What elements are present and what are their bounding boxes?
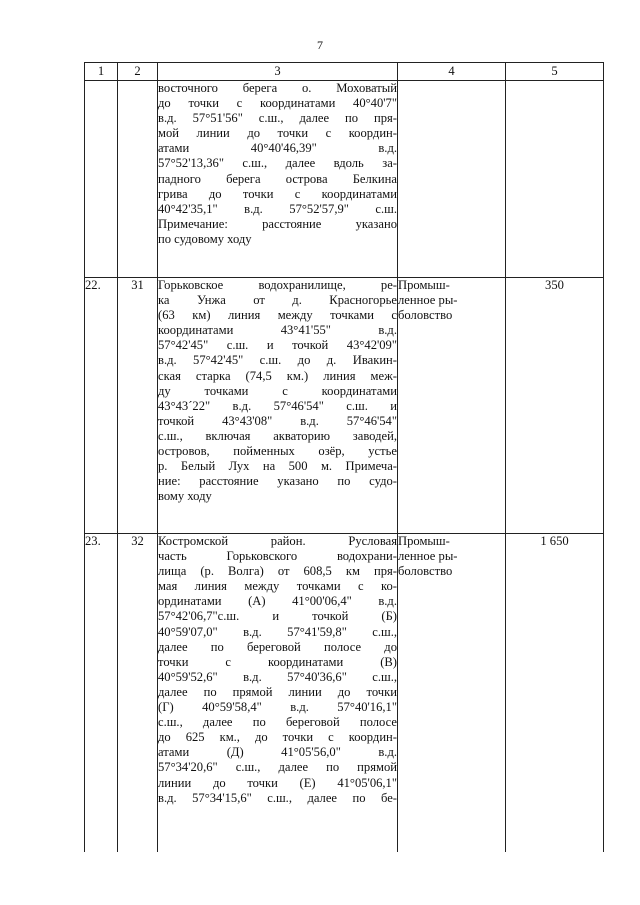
description-line: в.д. 57°42'45" с.ш. до д. Ивакин-: [158, 353, 397, 368]
description-line: лища (р. Волга) от 608,5 км пря-: [158, 564, 397, 579]
use-line: Промыш-: [398, 278, 450, 292]
cell-value: 1 650: [506, 534, 604, 853]
description-line: падного берега острова Белкина: [158, 171, 397, 186]
description-line: атами (Д) 41°05'56,0" в.д.: [158, 745, 397, 760]
header-col-1: 1: [85, 63, 118, 81]
description-line: до точки с координатами 40°40'7": [158, 96, 397, 111]
use-line: ленное ры-: [398, 293, 458, 308]
description-line: островов, пойменных озёр, устье: [158, 444, 397, 459]
header-col-3: 3: [158, 63, 398, 81]
cell-use: [398, 278, 506, 534]
description-line: Костромской район. Русловая: [158, 534, 397, 548]
cell-row-number: 22.: [85, 278, 118, 534]
description-line: точки с координатами (В): [158, 654, 397, 669]
cell-description: [158, 81, 398, 278]
use-line: ленное ры-: [398, 549, 458, 564]
description-line: 43°43´22" в.д. 57°46'54" с.ш. и: [158, 398, 397, 413]
description-line: ние: расстояние указано по судо-: [158, 474, 397, 489]
description-line: 40°59'52,6" в.д. 57°40'36,6" с.ш.,: [158, 669, 397, 684]
description-line: атами 40°40'46,39" в.д.: [158, 141, 397, 156]
description-line: 57°34'20,6" с.ш., далее по прямой: [158, 760, 397, 775]
table-row-continuation: [85, 81, 604, 278]
description-line: с.ш., включая акваторию заводей,: [158, 428, 397, 443]
cell-use: [398, 534, 506, 853]
header-col-2: 2: [118, 63, 158, 81]
description-line: 57°42'06,7"с.ш. и точкой (Б): [158, 609, 397, 624]
description-line: до 625 км., до точки с координ-: [158, 730, 397, 745]
description-line: 40°42'35,1" в.д. 57°52'57,9" с.ш.: [158, 201, 397, 216]
description-line: ка Унжа от д. Красногорье: [158, 293, 397, 308]
cell-value: 350: [506, 278, 604, 534]
description-line: координатами 43°41'55" в.д.: [158, 323, 397, 338]
description-line: грива до точки с координатами: [158, 186, 397, 201]
fishing-areas-table: [84, 62, 604, 852]
description-line: восточного берега о. Моховатый: [158, 81, 397, 95]
description-line: ординатами (А) 41°00'06,4" в.д.: [158, 594, 397, 609]
description-line: часть Горьковского водохрани-: [158, 549, 397, 564]
description-line: с.ш., далее по береговой полосе: [158, 715, 397, 730]
description-line: по судовому ходу: [158, 231, 252, 246]
table-header-row: [85, 63, 604, 81]
description-line: ду точками с координатами: [158, 383, 397, 398]
table-row: [85, 278, 604, 534]
description-line: р. Белый Лух на 500 м. Примеча-: [158, 459, 397, 474]
cell-area-number: 32: [118, 534, 158, 853]
description-line: 40°59'07,0" в.д. 57°41'59,8" с.ш.,: [158, 624, 397, 639]
description-line: ская старка (74,5 км.) линия меж-: [158, 368, 397, 383]
cell-value: [506, 81, 604, 278]
description-line: точкой 43°43'08" в.д. 57°46'54": [158, 413, 397, 428]
use-line: боловство: [398, 564, 453, 579]
header-col-4: 4: [398, 63, 506, 81]
description-line: 57°52'13,36" с.ш., далее вдоль за-: [158, 156, 397, 171]
description-line: Примечание: расстояние указано: [158, 216, 397, 231]
description-line: в.д. 57°34'15,6" с.ш., далее по бе-: [158, 790, 397, 805]
description-line: Горьковское водохранилище, ре-: [158, 278, 397, 292]
description-line: мая линия между точками с ко-: [158, 579, 397, 594]
description-line: (63 км) линия между точками с: [158, 308, 397, 323]
cell-col-2: [118, 81, 158, 278]
description-line: линии до точки (Е) 41°05'06,1": [158, 775, 397, 790]
description-line: далее по береговой полосе до: [158, 639, 397, 654]
cell-row-number: 23.: [85, 534, 118, 853]
header-col-5: 5: [506, 63, 604, 81]
cell-use: [398, 81, 506, 278]
description-line: вому ходу: [158, 489, 212, 504]
cell-description: [158, 278, 398, 534]
description-line: (Г) 40°59'58,4" в.д. 57°40'16,1": [158, 700, 397, 715]
page-number: 7: [317, 38, 323, 52]
table-row: [85, 534, 604, 853]
cell-area-number: 31: [118, 278, 158, 534]
description-line: в.д. 57°51'56" с.ш., далее по пря-: [158, 111, 397, 126]
cell-col-1: [85, 81, 118, 278]
description-line: далее по прямой линии до точки: [158, 684, 397, 699]
description-line: 57°42'45" с.ш. и точкой 43°42'09": [158, 338, 397, 353]
cell-description: [158, 534, 398, 853]
use-line: Промыш-: [398, 534, 450, 548]
description-line: мой линии до точки с координ-: [158, 126, 397, 141]
use-line: боловство: [398, 308, 453, 323]
